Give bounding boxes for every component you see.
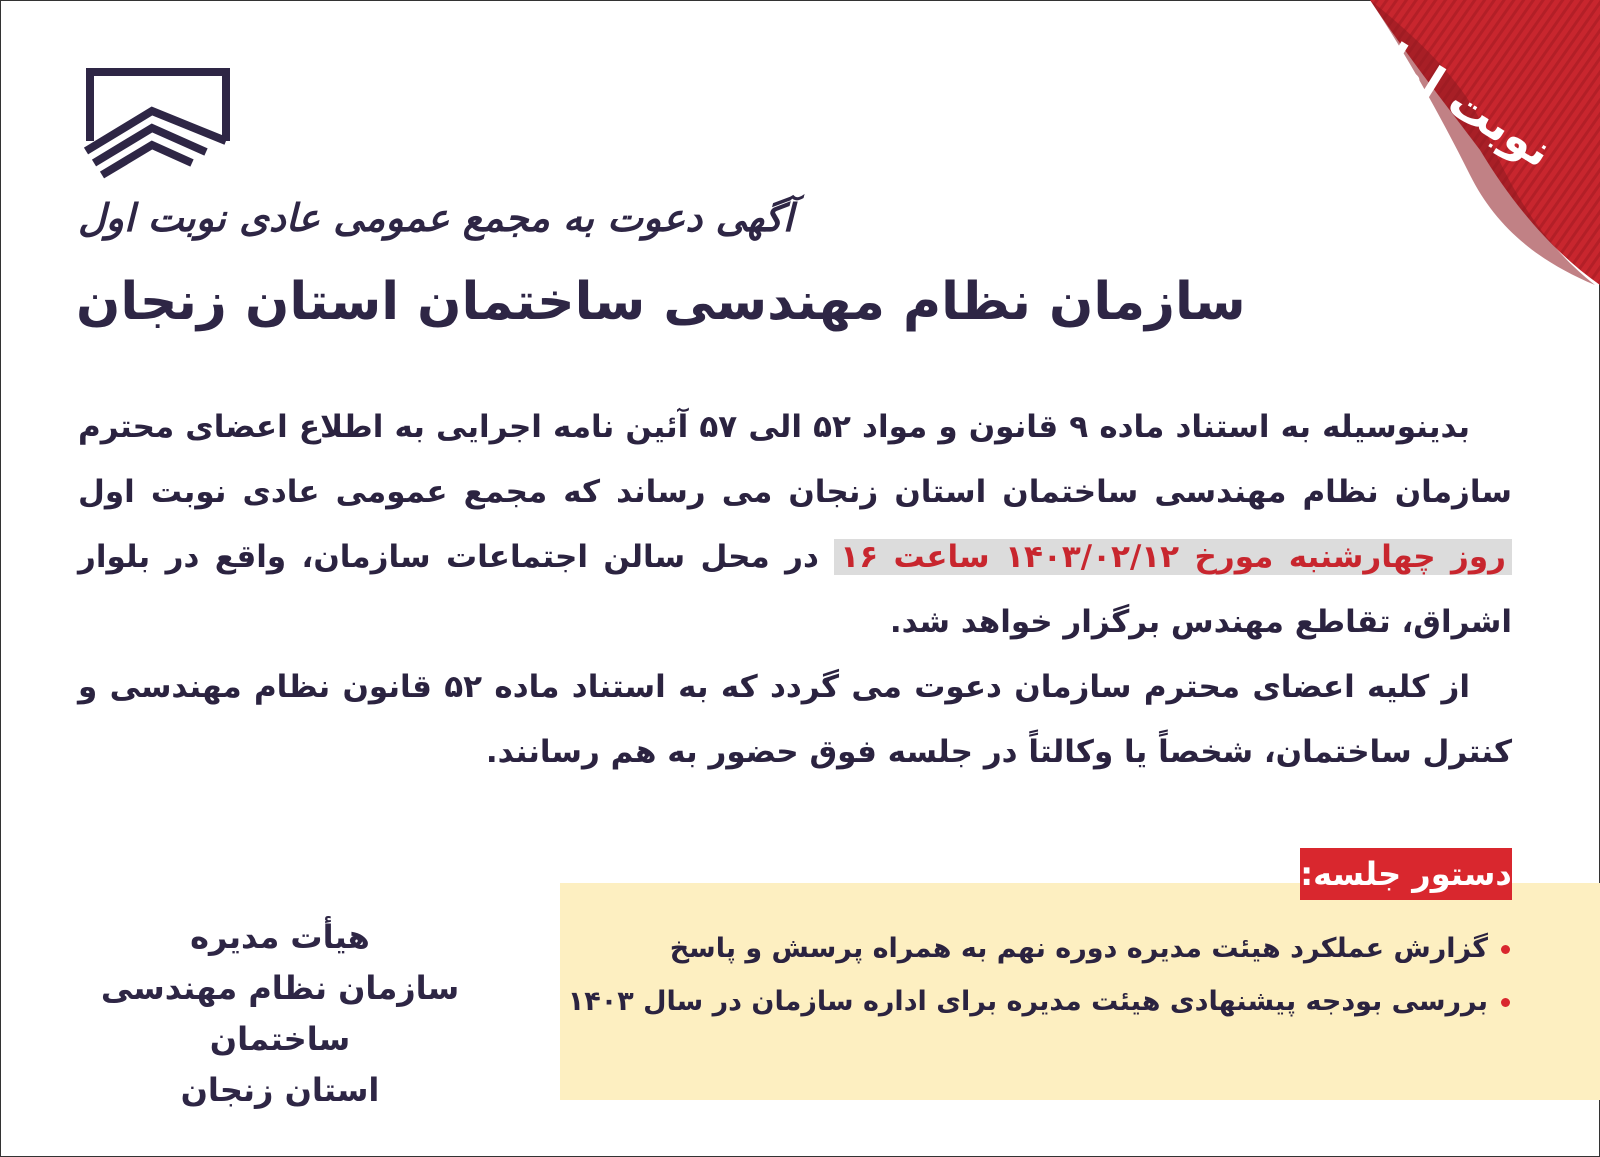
meeting-date-highlight: روز چهارشنبه مورخ ۱۴۰۳/۰۲/۱۲ ساعت ۱۶ [834, 539, 1512, 575]
signature-line-organization: سازمان نظام مهندسی ساختمان [100, 969, 460, 1058]
organization-logo-icon [80, 66, 236, 186]
corner-ribbon [1180, 0, 1600, 290]
paragraph-1-start: بدینوسیله به استناد ماده ۹ قانون و مواد ۵۲ الی ۵۷ آئین نامه اجرایی به اطلاع اعضای محترم سازمان نظام مهندسی ساختمان استان زنجان می رساند که مجمع عمومی عادی نوبت اول [78, 409, 1512, 510]
announcement-body [78, 395, 1512, 785]
bullet-icon [1501, 945, 1510, 954]
ribbon-label: نوبت اول [1353, 19, 1563, 179]
paragraph-2: از کلیه اعضای محترم سازمان دعوت می گردد که به استناد ماده ۵۲ قانون نظام مهندسی و کنترل ساختمان، شخصاً یا وکالتاً در جلسه فوق حضور به هم رسانند. [78, 669, 1512, 770]
page-subtitle: آگهی دعوت به مجمع عمومی عادی نوبت اول [78, 196, 794, 240]
agenda-item-text: گزارش عملکرد هیئت مدیره دوره نهم به همراه پرسش و پاسخ [669, 933, 1488, 964]
signature-block [70, 912, 490, 1116]
signature-line-province: استان زنجان [180, 1071, 380, 1109]
agenda-label: دستور جلسه: [1300, 848, 1512, 900]
page-title: سازمان نظام مهندسی ساختمان استان زنجان [76, 272, 1246, 332]
paragraph-1 [78, 395, 1512, 655]
agenda-item [650, 922, 1510, 975]
paragraph-1-end: در محل سالن اجتماعات سازمان، واقع در بلوار اشراق، تقاطع مهندس برگزار خواهد شد. [78, 539, 1512, 640]
agenda-item-text: بررسی بودجه پیشنهادی هیئت مدیره برای اداره سازمان در سال ۱۴۰۳ [567, 986, 1488, 1017]
bullet-icon [1501, 998, 1510, 1007]
agenda-item [567, 975, 1510, 1028]
signature-line-board: هیأت مدیره [190, 918, 370, 956]
agenda-list [567, 922, 1510, 1028]
